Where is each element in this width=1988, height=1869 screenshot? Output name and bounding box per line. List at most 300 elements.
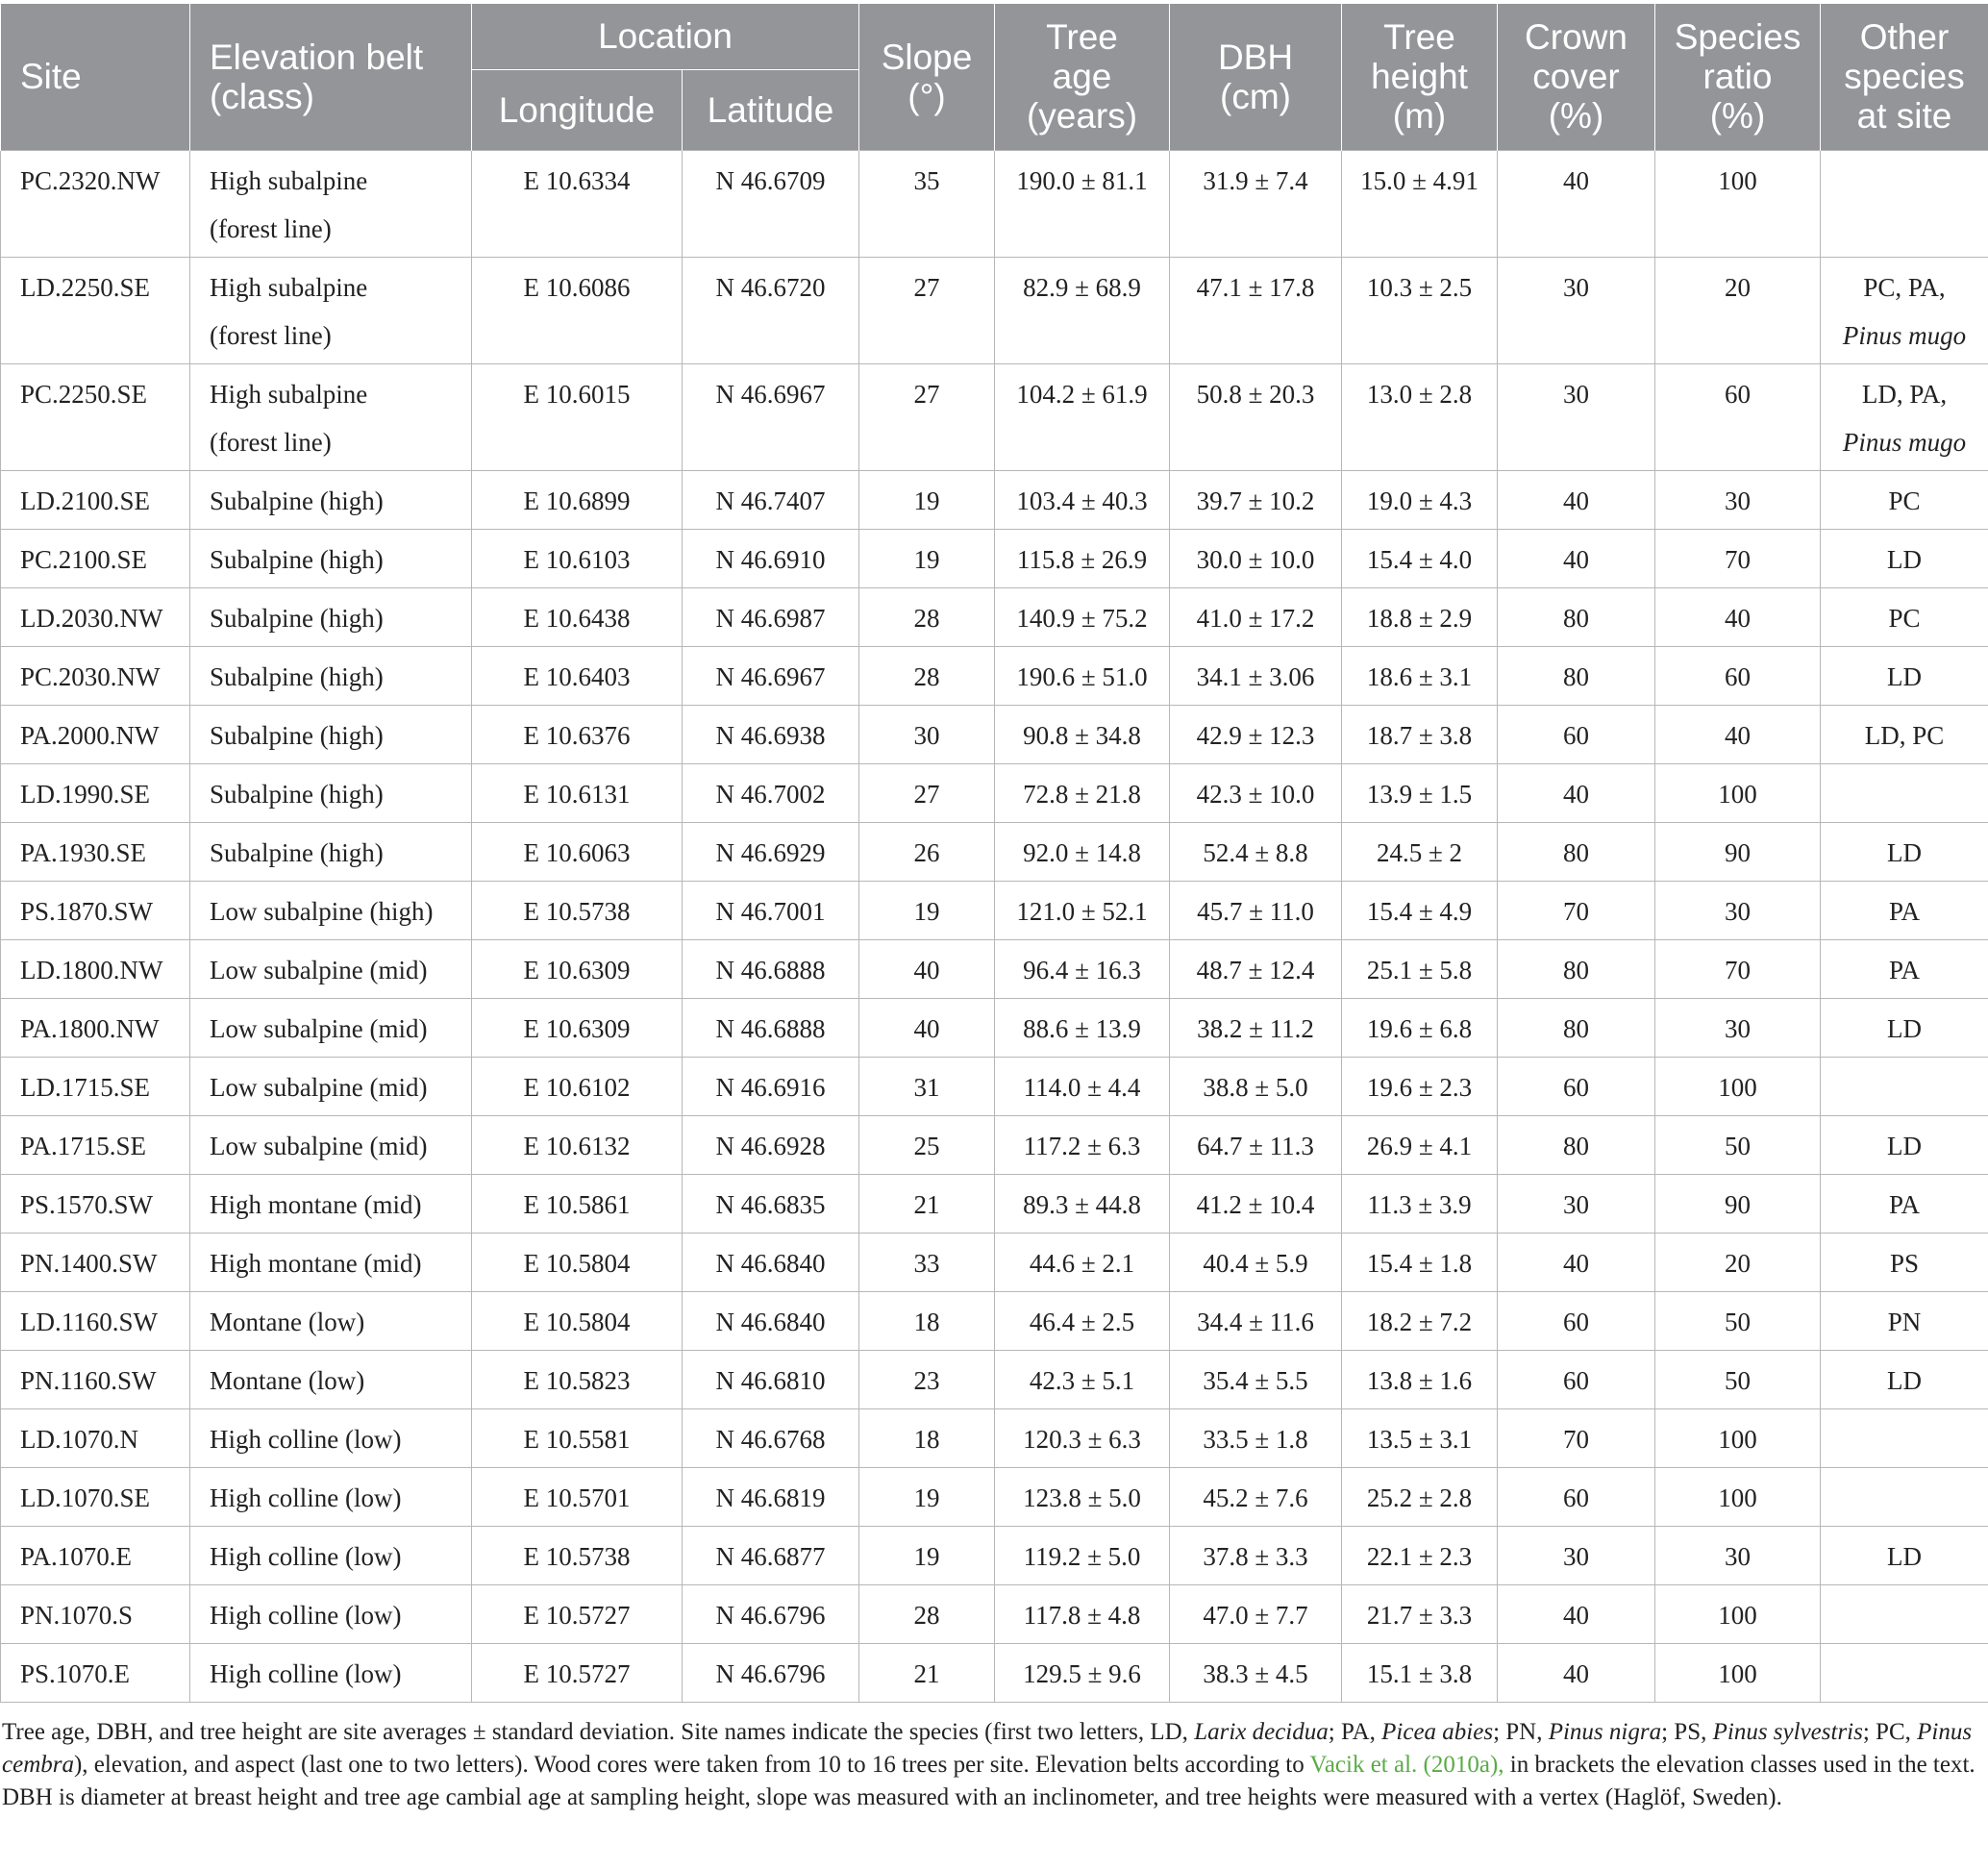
elevation-belt-cell: Montane (low): [190, 1291, 472, 1350]
other-species-cell: [1821, 763, 1988, 822]
species-ratio-cell: 50: [1655, 1291, 1821, 1350]
tree-height-cell: 18.7 ± 3.8: [1342, 705, 1498, 763]
tree-age-cell: 129.5 ± 9.6: [995, 1643, 1170, 1702]
header-dbh: DBH (cm): [1170, 4, 1342, 150]
tree-height-cell: 13.9 ± 1.5: [1342, 763, 1498, 822]
table-row: [1, 363, 1988, 470]
table-row: [1, 1643, 1988, 1702]
longitude-cell: E 10.5861: [472, 1174, 683, 1233]
dbh-cell: 34.4 ± 11.6: [1170, 1291, 1342, 1350]
slope-cell: 21: [859, 1174, 995, 1233]
crown-cover-cell: 60: [1498, 1291, 1655, 1350]
longitude-cell: E 10.6334: [472, 150, 683, 257]
elevation-belt-cell: High colline (low): [190, 1408, 472, 1467]
latitude-cell: N 46.6888: [683, 998, 859, 1057]
crown-cover-cell: 80: [1498, 939, 1655, 998]
tree-age-cell: 190.6 ± 51.0: [995, 646, 1170, 705]
species-ratio-cell: 70: [1655, 529, 1821, 587]
tree-height-cell: 18.6 ± 3.1: [1342, 646, 1498, 705]
longitude-cell: E 10.5738: [472, 1526, 683, 1584]
site-cell: PS.1870.SW: [1, 881, 190, 939]
other-species-cell: [1821, 150, 1988, 257]
table-row: [1, 646, 1988, 705]
tree-height-cell: 15.4 ± 4.0: [1342, 529, 1498, 587]
longitude-cell: E 10.5727: [472, 1584, 683, 1643]
latitude-cell: N 46.6720: [683, 257, 859, 363]
crown-cover-cell: 60: [1498, 705, 1655, 763]
latitude-cell: N 46.6810: [683, 1350, 859, 1408]
species-ratio-cell: 100: [1655, 1643, 1821, 1702]
species-ratio-cell: 20: [1655, 1233, 1821, 1291]
slope-cell: 35: [859, 150, 995, 257]
tree-age-cell: 46.4 ± 2.5: [995, 1291, 1170, 1350]
crown-cover-cell: 70: [1498, 1408, 1655, 1467]
dbh-cell: 37.8 ± 3.3: [1170, 1526, 1342, 1584]
dbh-cell: 50.8 ± 20.3: [1170, 363, 1342, 470]
dbh-cell: 45.2 ± 7.6: [1170, 1467, 1342, 1526]
slope-cell: 31: [859, 1057, 995, 1115]
elevation-belt-cell: Subalpine (high): [190, 822, 472, 881]
header-longitude: Longitude: [472, 69, 683, 150]
other-species-cell: LD: [1821, 822, 1988, 881]
crown-cover-cell: 80: [1498, 822, 1655, 881]
site-cell: PN.1400.SW: [1, 1233, 190, 1291]
tree-height-cell: 24.5 ± 2: [1342, 822, 1498, 881]
tree-age-cell: 96.4 ± 16.3: [995, 939, 1170, 998]
species-ratio-cell: 30: [1655, 1526, 1821, 1584]
elevation-belt-cell: High subalpine (forest line): [190, 150, 472, 257]
latitude-cell: N 46.6967: [683, 363, 859, 470]
site-cell: LD.1160.SW: [1, 1291, 190, 1350]
tree-height-cell: 13.0 ± 2.8: [1342, 363, 1498, 470]
species-ratio-cell: 100: [1655, 150, 1821, 257]
latitude-cell: N 46.6840: [683, 1233, 859, 1291]
other-species-cell: [1821, 1467, 1988, 1526]
other-species-cell: PA: [1821, 881, 1988, 939]
site-cell: LD.2030.NW: [1, 587, 190, 646]
table-row: [1, 1350, 1988, 1408]
latitude-cell: N 46.7001: [683, 881, 859, 939]
longitude-cell: E 10.5701: [472, 1467, 683, 1526]
slope-cell: 27: [859, 257, 995, 363]
elevation-belt-cell: Low subalpine (high): [190, 881, 472, 939]
tree-height-cell: 15.4 ± 1.8: [1342, 1233, 1498, 1291]
latitude-cell: N 46.6938: [683, 705, 859, 763]
tree-height-cell: 10.3 ± 2.5: [1342, 257, 1498, 363]
site-cell: PA.2000.NW: [1, 705, 190, 763]
crown-cover-cell: 40: [1498, 1643, 1655, 1702]
longitude-cell: E 10.6309: [472, 939, 683, 998]
dbh-cell: 42.9 ± 12.3: [1170, 705, 1342, 763]
other-species-cell: LD: [1821, 1115, 1988, 1174]
other-species-cell: LD: [1821, 1350, 1988, 1408]
table-row: [1, 150, 1988, 257]
tree-height-cell: 25.1 ± 5.8: [1342, 939, 1498, 998]
header-latitude: Latitude: [683, 69, 859, 150]
table-row: [1, 1233, 1988, 1291]
elevation-belt-cell: Subalpine (high): [190, 763, 472, 822]
elevation-belt-cell: Low subalpine (mid): [190, 1057, 472, 1115]
latitude-cell: N 46.6987: [683, 587, 859, 646]
site-characteristics-table: [0, 4, 1988, 1703]
tree-age-cell: 89.3 ± 44.8: [995, 1174, 1170, 1233]
dbh-cell: 39.7 ± 10.2: [1170, 470, 1342, 529]
slope-cell: 18: [859, 1291, 995, 1350]
table-row: [1, 881, 1988, 939]
site-cell: PC.2100.SE: [1, 529, 190, 587]
table-row: [1, 939, 1988, 998]
dbh-cell: 52.4 ± 8.8: [1170, 822, 1342, 881]
elevation-belt-cell: High colline (low): [190, 1467, 472, 1526]
species-ratio-cell: 40: [1655, 705, 1821, 763]
longitude-cell: E 10.5727: [472, 1643, 683, 1702]
slope-cell: 40: [859, 939, 995, 998]
species-ratio-cell: 100: [1655, 1057, 1821, 1115]
other-species-cell: PC: [1821, 587, 1988, 646]
latitude-cell: N 46.6819: [683, 1467, 859, 1526]
table-row: [1, 705, 1988, 763]
species-ratio-cell: 40: [1655, 587, 1821, 646]
species-ratio-cell: 100: [1655, 1584, 1821, 1643]
longitude-cell: E 10.6132: [472, 1115, 683, 1174]
tree-height-cell: 22.1 ± 2.3: [1342, 1526, 1498, 1584]
species-ratio-cell: 60: [1655, 646, 1821, 705]
crown-cover-cell: 60: [1498, 1350, 1655, 1408]
crown-cover-cell: 30: [1498, 1174, 1655, 1233]
elevation-belt-cell: Low subalpine (mid): [190, 998, 472, 1057]
tree-height-cell: 19.6 ± 6.8: [1342, 998, 1498, 1057]
table-row: [1, 529, 1988, 587]
longitude-cell: E 10.5804: [472, 1291, 683, 1350]
longitude-cell: E 10.6403: [472, 646, 683, 705]
table-header: [1, 4, 1988, 150]
elevation-belt-cell: High colline (low): [190, 1584, 472, 1643]
table-row: [1, 470, 1988, 529]
species-ratio-cell: 50: [1655, 1115, 1821, 1174]
crown-cover-cell: 40: [1498, 1233, 1655, 1291]
site-cell: PN.1160.SW: [1, 1350, 190, 1408]
latitude-cell: N 46.6929: [683, 822, 859, 881]
tree-height-cell: 21.7 ± 3.3: [1342, 1584, 1498, 1643]
dbh-cell: 42.3 ± 10.0: [1170, 763, 1342, 822]
elevation-belt-cell: Low subalpine (mid): [190, 939, 472, 998]
other-species-cell: LD, PA, Pinus mugo: [1821, 363, 1988, 470]
table-row: [1, 1408, 1988, 1467]
slope-cell: 27: [859, 363, 995, 470]
table-row: [1, 1115, 1988, 1174]
table-row: [1, 257, 1988, 363]
dbh-cell: 35.4 ± 5.5: [1170, 1350, 1342, 1408]
slope-cell: 19: [859, 529, 995, 587]
slope-cell: 28: [859, 646, 995, 705]
elevation-belt-cell: Subalpine (high): [190, 705, 472, 763]
elevation-belt-cell: High subalpine (forest line): [190, 257, 472, 363]
elevation-belt-cell: Subalpine (high): [190, 529, 472, 587]
latitude-cell: N 46.6709: [683, 150, 859, 257]
tree-height-cell: 19.0 ± 4.3: [1342, 470, 1498, 529]
slope-cell: 19: [859, 470, 995, 529]
table-row: [1, 1174, 1988, 1233]
slope-cell: 27: [859, 763, 995, 822]
dbh-cell: 30.0 ± 10.0: [1170, 529, 1342, 587]
crown-cover-cell: 80: [1498, 998, 1655, 1057]
tree-age-cell: 119.2 ± 5.0: [995, 1526, 1170, 1584]
crown-cover-cell: 40: [1498, 1584, 1655, 1643]
site-cell: LD.1070.N: [1, 1408, 190, 1467]
other-species-cell: PS: [1821, 1233, 1988, 1291]
other-species-cell: [1821, 1057, 1988, 1115]
slope-cell: 28: [859, 1584, 995, 1643]
latitude-cell: N 46.6928: [683, 1115, 859, 1174]
header-tree-age: Tree age (years): [995, 4, 1170, 150]
crown-cover-cell: 80: [1498, 1115, 1655, 1174]
latitude-cell: N 46.6967: [683, 646, 859, 705]
crown-cover-cell: 60: [1498, 1057, 1655, 1115]
header-site: Site: [1, 4, 190, 150]
species-ratio-cell: 30: [1655, 998, 1821, 1057]
tree-height-cell: 18.2 ± 7.2: [1342, 1291, 1498, 1350]
latitude-cell: N 46.6910: [683, 529, 859, 587]
other-species-cell: [1821, 1584, 1988, 1643]
crown-cover-cell: 30: [1498, 257, 1655, 363]
tree-height-cell: 19.6 ± 2.3: [1342, 1057, 1498, 1115]
latitude-cell: N 46.6796: [683, 1643, 859, 1702]
dbh-cell: 38.2 ± 11.2: [1170, 998, 1342, 1057]
elevation-belt-cell: Montane (low): [190, 1350, 472, 1408]
tree-height-cell: 25.2 ± 2.8: [1342, 1467, 1498, 1526]
latitude-cell: N 46.6888: [683, 939, 859, 998]
latitude-cell: N 46.6840: [683, 1291, 859, 1350]
table-row: [1, 1526, 1988, 1584]
other-species-cell: [1821, 1408, 1988, 1467]
elevation-belt-cell: High montane (mid): [190, 1174, 472, 1233]
tree-age-cell: 115.8 ± 26.9: [995, 529, 1170, 587]
crown-cover-cell: 40: [1498, 763, 1655, 822]
tree-age-cell: 72.8 ± 21.8: [995, 763, 1170, 822]
site-cell: PS.1070.E: [1, 1643, 190, 1702]
species-ratio-cell: 30: [1655, 881, 1821, 939]
elevation-belt-cell: High subalpine (forest line): [190, 363, 472, 470]
latitude-cell: N 46.6768: [683, 1408, 859, 1467]
longitude-cell: E 10.5823: [472, 1350, 683, 1408]
tree-height-cell: 15.4 ± 4.9: [1342, 881, 1498, 939]
crown-cover-cell: 30: [1498, 363, 1655, 470]
tree-height-cell: 13.5 ± 3.1: [1342, 1408, 1498, 1467]
tree-height-cell: 13.8 ± 1.6: [1342, 1350, 1498, 1408]
longitude-cell: E 10.5581: [472, 1408, 683, 1467]
tree-height-cell: 11.3 ± 3.9: [1342, 1174, 1498, 1233]
site-cell: LD.1715.SE: [1, 1057, 190, 1115]
dbh-cell: 38.8 ± 5.0: [1170, 1057, 1342, 1115]
longitude-cell: E 10.6103: [472, 529, 683, 587]
tree-age-cell: 114.0 ± 4.4: [995, 1057, 1170, 1115]
crown-cover-cell: 40: [1498, 470, 1655, 529]
longitude-cell: E 10.6086: [472, 257, 683, 363]
table-row: [1, 998, 1988, 1057]
header-tree-height: Tree height (m): [1342, 4, 1498, 150]
slope-cell: 19: [859, 1526, 995, 1584]
other-species-cell: LD: [1821, 646, 1988, 705]
site-cell: LD.2250.SE: [1, 257, 190, 363]
other-species-cell: LD: [1821, 1526, 1988, 1584]
table-row: [1, 1467, 1988, 1526]
species-ratio-cell: 90: [1655, 822, 1821, 881]
table-row: [1, 587, 1988, 646]
site-cell: PA.1930.SE: [1, 822, 190, 881]
latitude-cell: N 46.6796: [683, 1584, 859, 1643]
species-ratio-cell: 60: [1655, 363, 1821, 470]
longitude-cell: E 10.6438: [472, 587, 683, 646]
dbh-cell: 47.0 ± 7.7: [1170, 1584, 1342, 1643]
tree-age-cell: 121.0 ± 52.1: [995, 881, 1170, 939]
other-species-cell: [1821, 1643, 1988, 1702]
site-cell: PA.1070.E: [1, 1526, 190, 1584]
crown-cover-cell: 70: [1498, 881, 1655, 939]
slope-cell: 19: [859, 881, 995, 939]
latitude-cell: N 46.6916: [683, 1057, 859, 1115]
dbh-cell: 34.1 ± 3.06: [1170, 646, 1342, 705]
site-cell: PA.1800.NW: [1, 998, 190, 1057]
tree-height-cell: 15.1 ± 3.8: [1342, 1643, 1498, 1702]
site-cell: PC.2030.NW: [1, 646, 190, 705]
species-ratio-cell: 70: [1655, 939, 1821, 998]
elevation-belt-cell: Subalpine (high): [190, 587, 472, 646]
tree-height-cell: 15.0 ± 4.91: [1342, 150, 1498, 257]
other-species-cell: LD: [1821, 998, 1988, 1057]
table-body: [1, 150, 1988, 1702]
table-row: [1, 1584, 1988, 1643]
other-species-cell: PN: [1821, 1291, 1988, 1350]
longitude-cell: E 10.5804: [472, 1233, 683, 1291]
dbh-cell: 47.1 ± 17.8: [1170, 257, 1342, 363]
species-ratio-cell: 100: [1655, 1408, 1821, 1467]
tree-age-cell: 117.2 ± 6.3: [995, 1115, 1170, 1174]
tree-age-cell: 103.4 ± 40.3: [995, 470, 1170, 529]
elevation-belt-cell: Subalpine (high): [190, 470, 472, 529]
other-species-cell: LD, PC: [1821, 705, 1988, 763]
tree-age-cell: 82.9 ± 68.9: [995, 257, 1170, 363]
tree-age-cell: 123.8 ± 5.0: [995, 1467, 1170, 1526]
latitude-cell: N 46.6877: [683, 1526, 859, 1584]
species-ratio-cell: 100: [1655, 1467, 1821, 1526]
header-location: Location: [472, 4, 859, 69]
site-cell: PC.2250.SE: [1, 363, 190, 470]
dbh-cell: 41.2 ± 10.4: [1170, 1174, 1342, 1233]
header-species-ratio: Species ratio (%): [1655, 4, 1821, 150]
latitude-cell: N 46.6835: [683, 1174, 859, 1233]
longitude-cell: E 10.5738: [472, 881, 683, 939]
tree-age-cell: 88.6 ± 13.9: [995, 998, 1170, 1057]
dbh-cell: 31.9 ± 7.4: [1170, 150, 1342, 257]
slope-cell: 19: [859, 1467, 995, 1526]
species-ratio-cell: 100: [1655, 763, 1821, 822]
tree-age-cell: 117.8 ± 4.8: [995, 1584, 1170, 1643]
dbh-cell: 64.7 ± 11.3: [1170, 1115, 1342, 1174]
species-ratio-cell: 90: [1655, 1174, 1821, 1233]
slope-cell: 23: [859, 1350, 995, 1408]
longitude-cell: E 10.6102: [472, 1057, 683, 1115]
slope-cell: 25: [859, 1115, 995, 1174]
dbh-cell: 48.7 ± 12.4: [1170, 939, 1342, 998]
crown-cover-cell: 30: [1498, 1526, 1655, 1584]
slope-cell: 30: [859, 705, 995, 763]
dbh-cell: 33.5 ± 1.8: [1170, 1408, 1342, 1467]
elevation-belt-cell: Low subalpine (mid): [190, 1115, 472, 1174]
slope-cell: 33: [859, 1233, 995, 1291]
citation-link[interactable]: Vacik et al. (2010a),: [1309, 1752, 1504, 1778]
dbh-cell: 40.4 ± 5.9: [1170, 1233, 1342, 1291]
crown-cover-cell: 80: [1498, 587, 1655, 646]
elevation-belt-cell: High colline (low): [190, 1643, 472, 1702]
crown-cover-cell: 40: [1498, 150, 1655, 257]
other-species-cell: PC: [1821, 470, 1988, 529]
tree-age-cell: 120.3 ± 6.3: [995, 1408, 1170, 1467]
longitude-cell: E 10.6131: [472, 763, 683, 822]
tree-age-cell: 140.9 ± 75.2: [995, 587, 1170, 646]
dbh-cell: 45.7 ± 11.0: [1170, 881, 1342, 939]
longitude-cell: E 10.6376: [472, 705, 683, 763]
site-cell: PN.1070.S: [1, 1584, 190, 1643]
table-row: [1, 763, 1988, 822]
slope-cell: 21: [859, 1643, 995, 1702]
site-cell: PA.1715.SE: [1, 1115, 190, 1174]
other-species-cell: PA: [1821, 1174, 1988, 1233]
other-species-cell: PC, PA, Pinus mugo: [1821, 257, 1988, 363]
latitude-cell: N 46.7407: [683, 470, 859, 529]
tree-age-cell: 190.0 ± 81.1: [995, 150, 1170, 257]
elevation-belt-cell: High colline (low): [190, 1526, 472, 1584]
slope-cell: 28: [859, 587, 995, 646]
crown-cover-cell: 40: [1498, 529, 1655, 587]
tree-age-cell: 104.2 ± 61.9: [995, 363, 1170, 470]
slope-cell: 26: [859, 822, 995, 881]
site-cell: LD.1990.SE: [1, 763, 190, 822]
header-elevation-belt: Elevation belt (class): [190, 4, 472, 150]
longitude-cell: E 10.6063: [472, 822, 683, 881]
site-cell: PC.2320.NW: [1, 150, 190, 257]
slope-cell: 40: [859, 998, 995, 1057]
site-cell: LD.1070.SE: [1, 1467, 190, 1526]
table-footnote: Tree age, DBH, and tree height are site averages ± standard deviation. Site names indicate the species (first two letters, LD, Larix decidua; PA, Picea abies; PN, Pinus nigra; PS, Pinus sylvestris; PC, Pinus cembra), elevation, and aspect (last one to two letters). Wood cores were taken from 10 to 16 trees per site. Elevation belts according to Vacik et al. (2010a), in brackets the elevation classes used in the text. DBH is diameter at breast height and tree age cambial age at sampling height, slope was measured with an inclinometer, and tree heights were measured with a vertex (Haglöf, Sweden).: [2, 1719, 1976, 1810]
crown-cover-cell: 80: [1498, 646, 1655, 705]
slope-cell: 18: [859, 1408, 995, 1467]
tree-age-cell: 44.6 ± 2.1: [995, 1233, 1170, 1291]
dbh-cell: 41.0 ± 17.2: [1170, 587, 1342, 646]
tree-age-cell: 92.0 ± 14.8: [995, 822, 1170, 881]
site-cell: LD.2100.SE: [1, 470, 190, 529]
tree-height-cell: 26.9 ± 4.1: [1342, 1115, 1498, 1174]
header-crown-cover: Crown cover (%): [1498, 4, 1655, 150]
other-species-cell: PA: [1821, 939, 1988, 998]
tree-age-cell: 90.8 ± 34.8: [995, 705, 1170, 763]
tree-age-cell: 42.3 ± 5.1: [995, 1350, 1170, 1408]
dbh-cell: 38.3 ± 4.5: [1170, 1643, 1342, 1702]
table-row: [1, 1291, 1988, 1350]
other-species-cell: LD: [1821, 529, 1988, 587]
header-other-species: Other species at site: [1821, 4, 1988, 150]
elevation-belt-cell: High montane (mid): [190, 1233, 472, 1291]
site-cell: LD.1800.NW: [1, 939, 190, 998]
tree-height-cell: 18.8 ± 2.9: [1342, 587, 1498, 646]
species-ratio-cell: 30: [1655, 470, 1821, 529]
crown-cover-cell: 60: [1498, 1467, 1655, 1526]
species-ratio-cell: 50: [1655, 1350, 1821, 1408]
longitude-cell: E 10.6899: [472, 470, 683, 529]
species-ratio-cell: 20: [1655, 257, 1821, 363]
longitude-cell: E 10.6309: [472, 998, 683, 1057]
longitude-cell: E 10.6015: [472, 363, 683, 470]
table-row: [1, 822, 1988, 881]
